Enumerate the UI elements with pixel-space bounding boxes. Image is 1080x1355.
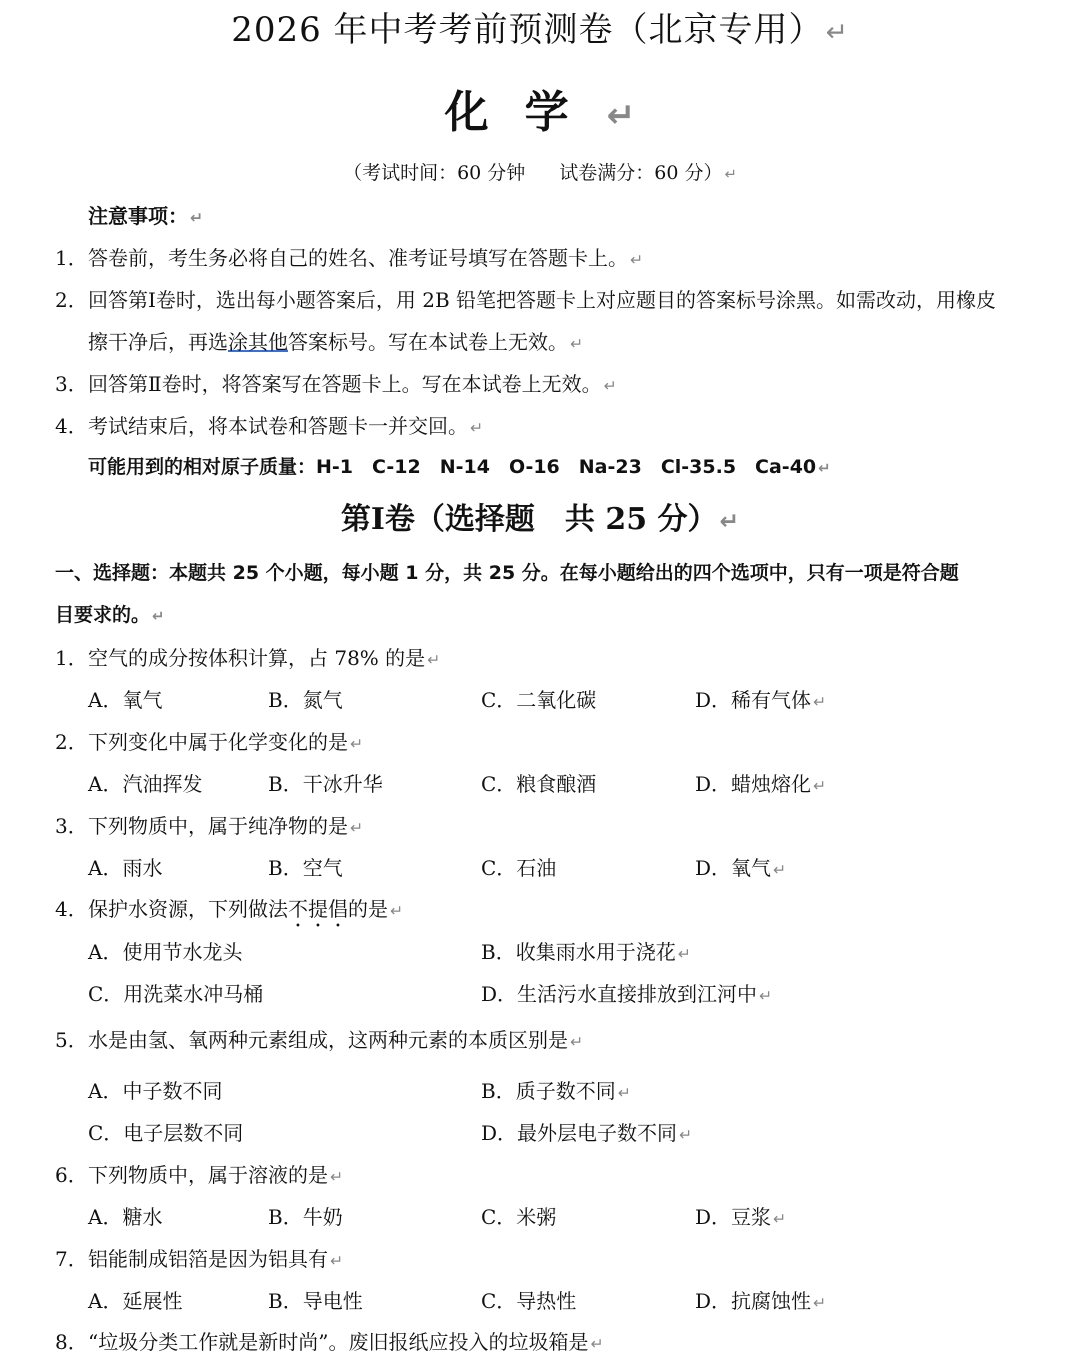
exam-score: 试卷满分：60 分） [559, 162, 723, 184]
q1-option-c: C．二氧化碳 [481, 688, 597, 712]
q3-option-c: C．石油 [481, 856, 557, 880]
question-2-stem: 2．下列变化中属于化学变化的是 ↵ [55, 730, 364, 754]
q4-option-b: B．收集雨水用于浇花 ↵ [481, 940, 691, 964]
q3-option-b: B．空气 [268, 856, 343, 880]
question-3-stem: 3．下列物质中，属于纯净物的是 ↵ [55, 814, 364, 838]
atomic-masses: 可能用到的相对原子质量：H-1 C-12 N-14 O-16 Na-23 Cl-35.5 Ca-40 ↵ [88, 456, 831, 478]
section-intro: 一、选择题：本题共 25 个小题，每小题 1 分，共 25 分。在每小题给出的四个选项中，只有一项是符合题 [55, 562, 959, 584]
q2-option-d: D．蜡烛熔化 ↵ [695, 772, 827, 796]
q5-option-b: B．质子数不同 ↵ [481, 1079, 631, 1103]
question-4-stem: 4．保护水资源，下列做法不提倡的是 ↵ [55, 897, 404, 921]
q6-option-b: B．牛奶 [268, 1205, 343, 1229]
notice-item-2-cont: 擦干净后，再选涂其他答案标号。写在本试卷上无效。 ↵ [88, 330, 584, 354]
q6-option-c: C．米粥 [481, 1205, 557, 1229]
q3-option-d: D．氧气 ↵ [695, 856, 787, 880]
q5-option-a: A．中子数不同 [88, 1079, 223, 1103]
question-6-stem: 6．下列物质中，属于溶液的是 ↵ [55, 1163, 344, 1187]
exam-info: （考试时间：60 分钟 试卷满分：60 分） ↵ [343, 162, 737, 184]
notice-item-2: 2．回答第Ⅰ卷时，选出每小题答案后，用 2B 铅笔把答题卡上对应题目的答案标号涂黑。如需改动，用橡皮 [55, 288, 997, 312]
q2-option-c: C．粮食酿酒 [481, 772, 597, 796]
notice-item-3: 3．回答第Ⅱ卷时，将答案写在答题卡上。写在本试卷上无效。 ↵ [55, 372, 617, 396]
subject-title: 化学↵ [444, 87, 636, 138]
q5-option-d: D．最外层电子数不同 ↵ [481, 1121, 693, 1145]
q3-option-a: A．雨水 [88, 856, 163, 880]
q7-option-d: D．抗腐蚀性 ↵ [695, 1289, 827, 1313]
question-8-stem: 8．“垃圾分类工作就是新时尚”。废旧报纸应投入的垃圾箱是 ↵ [55, 1330, 604, 1354]
q2-option-a: A．汽油挥发 [88, 772, 203, 796]
question-5-stem: 5．水是由氢、氧两种元素组成，这两种元素的本质区别是 ↵ [55, 1028, 584, 1052]
notice-item-1: 1．答卷前，考生务必将自己的姓名、准考证号填写在答题卡上。 ↵ [55, 246, 644, 270]
q7-option-b: B．导电性 [268, 1289, 363, 1313]
exam-time: （考试时间：60 分钟 [343, 162, 526, 184]
q4-option-a: A．使用节水龙头 [88, 940, 243, 964]
q4-option-d: D．生活污水直接排放到江河中 ↵ [481, 982, 773, 1006]
q7-option-a: A．延展性 [88, 1289, 183, 1313]
exam-title: 2026 年中考考前预测卷（北京专用）↵ [231, 10, 849, 50]
q6-option-d: D．豆浆 ↵ [695, 1205, 787, 1229]
q4-option-c: C．用洗菜水冲马桶 [88, 982, 264, 1006]
q2-option-b: B．干冰升华 [268, 772, 383, 796]
q6-option-a: A．糖水 [88, 1205, 163, 1229]
q7-option-c: C．导热性 [481, 1289, 577, 1313]
notice-heading: 注意事项： ↵ [88, 204, 204, 228]
notice-item-4: 4．考试结束后，将本试卷和答题卡一并交回。 ↵ [55, 414, 484, 438]
q1-option-b: B．氮气 [268, 688, 343, 712]
q5-option-c: C．电子层数不同 [88, 1121, 244, 1145]
section-title: 第Ⅰ卷（选择题 共 25 分）↵ [340, 502, 740, 537]
emphasis-not-advocated: 不提倡 [288, 897, 348, 921]
section-intro-cont: 目要求的。 ↵ [55, 604, 165, 626]
q1-option-a: A．氧气 [88, 688, 163, 712]
question-7-stem: 7．铝能制成铝箔是因为铝具有 ↵ [55, 1247, 344, 1271]
question-1-stem: 1．空气的成分按体积计算，占 78% 的是 ↵ [55, 646, 441, 670]
q1-option-d: D．稀有气体 ↵ [695, 688, 827, 712]
